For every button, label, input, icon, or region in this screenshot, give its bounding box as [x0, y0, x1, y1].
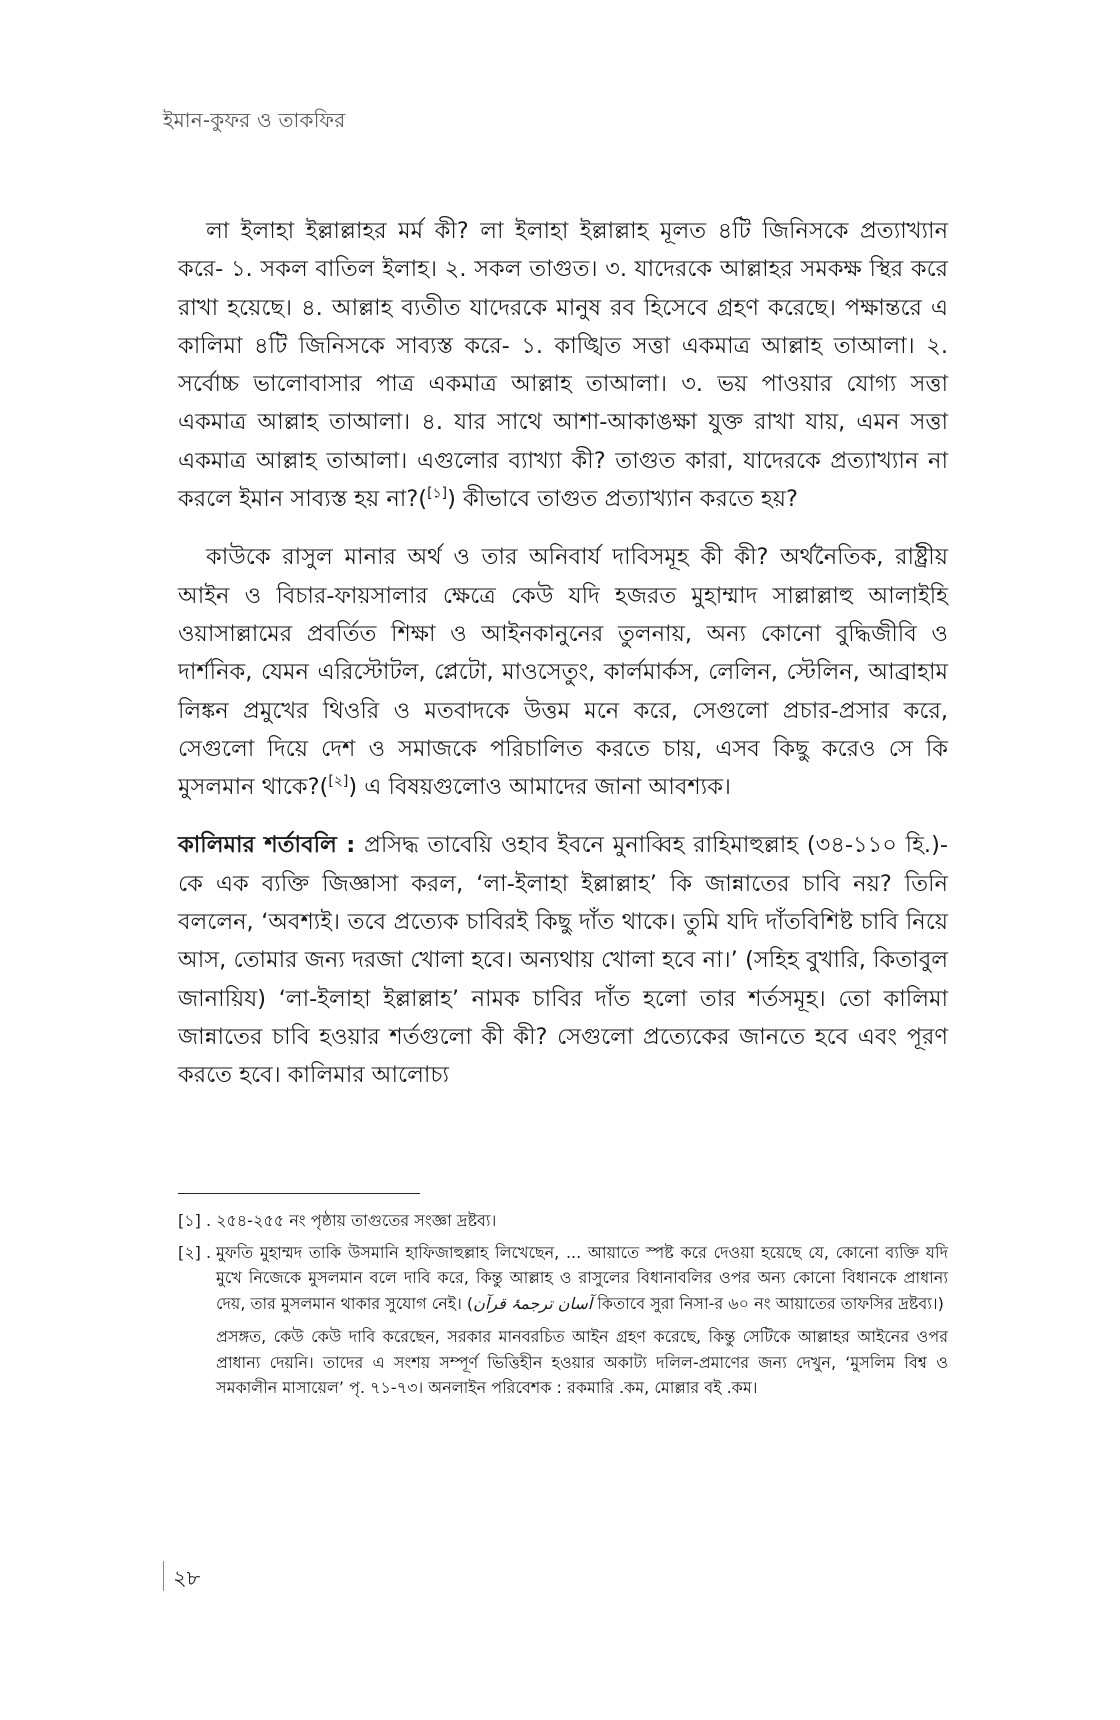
paragraph-2: [178, 538, 948, 806]
footnote-1-text: ২৫৪-২৫৫ নং পৃষ্ঠায় তাগুতের সংজ্ঞা দ্রষ্টব্য।: [216, 1211, 497, 1230]
paragraph-2-end: ) এ বিষয়গুলোও আমাদের জানা আবশ্যক।: [348, 774, 731, 801]
section-heading: কালিমার শর্তাবলি :: [178, 832, 356, 859]
running-header: ইমান-কুফর ও তাকফির: [163, 108, 346, 132]
paragraph-1-end: ) কীভাবে তাগুত প্রত্যাখ্যান করতে হয়?: [447, 486, 798, 513]
paragraph-1: [178, 212, 948, 518]
footnote-2-continuation: প্রসঙ্গত, কেউ কেউ দাবি করেছেন, সরকার মানবরচিত আইন গ্রহণ করেছে, কিন্তু সেটিকে আল্লাহর আইনের ওপর প্রাধান্য দেয়নি। তাদের এ সংশয় সম্পূর্ণ ভিত্তিহীন হওয়ার অকাট্য দলিল-প্রমাণের জন্য দেখুন, ‘মুসলিম বিশ্ব ও সমকালীন মাসায়েল’ পৃ. ৭১-৭৩। অনলাইন পরিবেশক : রকমারি .কম, মোল্লার বই .কম।: [216, 1327, 948, 1397]
paragraph-3: [178, 826, 948, 1094]
footnote-2-text: [216, 1240, 948, 1317]
paragraph-3-text: প্রসিদ্ধ তাবেয়ি ওহাব ইবনে মুনাব্বিহ রাহিমাহুল্লাহ (৩৪-১১০ হি.)-কে এক ব্যক্তি জিজ্ঞাসা করল, ‘লা-ইলাহা ইল্লাল্লাহ’ কি জান্নাতের চাবি নয়? তিনি বললেন, ‘অবশ্যই। তবে প্রত্যেক চাবিরই কিছু দাঁত থাকে। তুমি যদি দাঁতবিশিষ্ট চাবি নিয়ে আস, তোমার জন্য দরজা খোলা হবে। অন্যথায় খোলা হবে না।’ (সহিহ বুখারি, কিতাবুল জানায়িয) ‘লা-ইলাহা ইল্লাল্লাহ’ নামক চাবির দাঁত হলো তার শর্তসমূহ। তো কালিমা জান্নাতের চাবি হওয়ার শর্তগুলো কী কী? সেগুলো প্রত্যেকের জানতে হবে এবং পূরণ করতে হবে। কালিমার আলোচ্য: [178, 832, 948, 1089]
footnote-2-urdu-title: آسان ترجمۂ قرآن: [473, 1293, 593, 1313]
footnote-divider: [178, 1193, 420, 1194]
paragraph-1-text: লা ইলাহা ইল্লাল্লাহর মর্ম কী? লা ইলাহা ইল্লাল্লাহ মূলত ৪টি জিনিসকে প্রত্যাখ্যান করে- ১. সকল বাতিল ইলাহ। ২. সকল তাগুত। ৩. যাদেরকে আল্লাহর সমকক্ষ স্থির করে রাখা হয়েছে। ৪. আল্লাহ ব্যতীত যাদেরকে মানুষ রব হিসেবে গ্রহণ করেছে। পক্ষান্তরে এ কালিমা ৪টি জিনিসকে সাব্যস্ত করে- ১. কাঙ্খিত সত্তা একমাত্র আল্লাহ তাআলা। ২. সর্বোচ্চ ভালোবাসার পাত্র একমাত্র আল্লাহ তাআলা। ৩. ভয় পাওয়ার যোগ্য সত্তা একমাত্র আল্লাহ তাআলা। ৪. যার সাথে আশা-আকাঙক্ষা যুক্ত রাখা যায়, এমন সত্তা একমাত্র আল্লাহ তাআলা। এগুলোর ব্যাখ্যা কী? তাগুত কারা, যাদেরকে প্রত্যাখ্যান না করলে ইমান সাব্যস্ত হয় না?(: [178, 218, 948, 513]
footnote-ref-2[interactable]: [২]: [328, 773, 349, 790]
paragraph-2-text: কাউকে রাসুল মানার অর্থ ও তার অনিবার্য দাবিসমূহ কী কী? অর্থনৈতিক, রাষ্ট্রীয় আইন ও বিচার-ফায়সালার ক্ষেত্রে কেউ যদি হজরত মুহাম্মাদ সাল্লাল্লাহু আলাইহি ওয়াসাল্লামের প্রবর্তিত শিক্ষা ও আইনকানুনের তুলনায়, অন্য কোনো বুদ্ধিজীবি ও দার্শনিক, যেমন এরিস্টোটল, প্লেটো, মাওসেতুং, কার্লমার্কস, লেলিন, স্টেলিন, আব্রাহাম লিঙ্কন প্রমুখের থিওরি ও মতবাদকে উত্তম মনে করে, সেগুলো প্রচার-প্রসার করে, সেগুলো দিয়ে দেশ ও সমাজকে পরিচালিত করতে চায়, এসব কিছু করেও সে কি মুসলমান থাকে?(: [178, 544, 948, 801]
footnote-1-label: [১] .: [178, 1211, 212, 1230]
footnote-2-text-a: মুফতি মুহাম্মদ তাকি উসমানি হাফিজাহুল্লাহ লিখেছেন, ... আয়াতে স্পষ্ট করে দেওয়া হয়েছে যে, কোনো ব্যক্তি যদি মুখে নিজেকে মুসলমান বলে দাবি করে, কিন্তু আল্লাহ ও রাসুলের বিধানাবলির ওপর অন্য কোনো বিধানকে প্রাধান্য দেয়, তার মুসলমান থাকার সুযোগ নেই। (: [216, 1242, 948, 1313]
footnote-ref-1[interactable]: [১]: [427, 485, 448, 502]
page-number: ২৮: [173, 1566, 201, 1590]
footnotes: [178, 1208, 948, 1401]
footnote-2-text-b: কিতাবে সুরা নিসা-র ৬০ নং আয়াতের তাফসির দ্রষ্টব্য।): [592, 1293, 944, 1313]
body-text: [178, 212, 948, 1115]
footnote-2: [178, 1240, 948, 1317]
page-number-bar: [163, 1561, 164, 1591]
footnote-1: [178, 1208, 948, 1234]
footnote-2-label: [২] .: [178, 1242, 212, 1262]
